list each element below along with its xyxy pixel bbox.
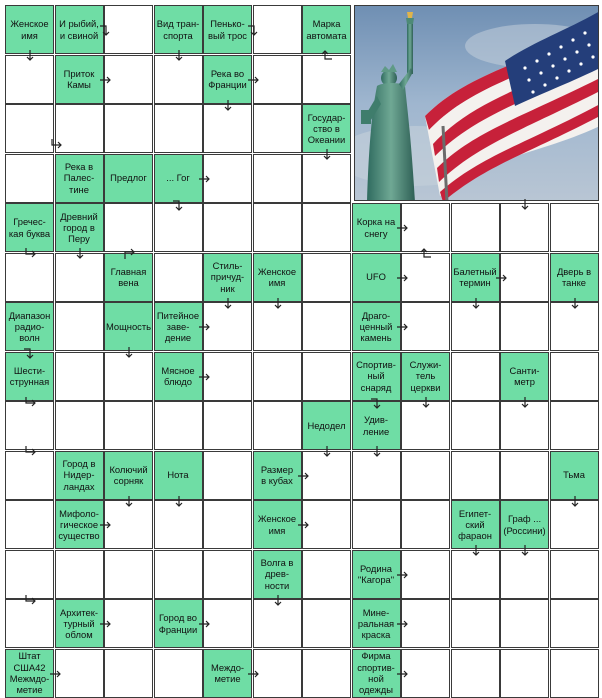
clue-cell [154, 352, 203, 401]
answer-cell[interactable] [5, 253, 54, 302]
clue-cell [203, 55, 252, 104]
clue-text: Шести- струнная [9, 364, 50, 387]
clue-text: Дверь в танке [556, 265, 592, 288]
answer-cell[interactable] [104, 55, 153, 104]
clue-cell [352, 401, 401, 450]
answer-cell[interactable] [253, 401, 302, 450]
answer-cell[interactable] [352, 500, 401, 549]
answer-cell[interactable] [451, 401, 500, 450]
answer-cell[interactable] [550, 352, 599, 401]
answer-cell[interactable] [500, 649, 549, 698]
clue-cell [352, 649, 401, 698]
answer-cell[interactable] [55, 253, 104, 302]
answer-cell[interactable] [55, 649, 104, 698]
clue-text: Тьма [563, 469, 585, 481]
clue-text: Граф ... (Россини) [503, 513, 546, 536]
answer-cell[interactable] [352, 451, 401, 500]
clue-cell [55, 203, 104, 252]
clue-cell [55, 154, 104, 203]
answer-cell[interactable] [550, 500, 599, 549]
clue-cell [352, 302, 401, 351]
answer-cell[interactable] [253, 55, 302, 104]
clue-cell [154, 154, 203, 203]
clue-cell [550, 253, 599, 302]
answer-cell[interactable] [203, 302, 252, 351]
answer-cell[interactable] [500, 203, 549, 252]
clue-text: Балетный термин [453, 265, 497, 288]
answer-cell[interactable] [500, 550, 549, 599]
answer-cell[interactable] [451, 599, 500, 648]
clue-text: Мощность [105, 320, 152, 332]
clue-text: Штат США42 Межмдо- метие [9, 650, 50, 696]
clue-text: Корка на снегу [356, 216, 396, 239]
answer-cell[interactable] [203, 154, 252, 203]
answer-cell[interactable] [451, 550, 500, 599]
clue-text: Нота [167, 469, 189, 481]
answer-cell[interactable] [451, 302, 500, 351]
answer-cell[interactable] [203, 550, 252, 599]
picture-illustration [355, 6, 599, 201]
answer-cell[interactable] [203, 401, 252, 450]
answer-cell[interactable] [55, 302, 104, 351]
answer-cell[interactable] [401, 451, 450, 500]
answer-cell[interactable] [550, 649, 599, 698]
clue-text: Город во Франции [158, 612, 198, 635]
answer-cell[interactable] [55, 401, 104, 450]
answer-cell[interactable] [203, 500, 252, 549]
clue-cell [203, 5, 252, 54]
clue-cell [55, 5, 104, 54]
clue-text: Архитек- турный облом [60, 606, 98, 641]
answer-cell[interactable] [302, 55, 351, 104]
clue-cell [253, 253, 302, 302]
clue-cell [5, 302, 54, 351]
clue-cell [5, 5, 54, 54]
clue-cell [302, 104, 351, 153]
answer-cell[interactable] [5, 599, 54, 648]
answer-cell[interactable] [401, 203, 450, 252]
answer-cell[interactable] [302, 649, 351, 698]
answer-cell[interactable] [104, 352, 153, 401]
clue-text: Город в Нидер- ландах [62, 458, 96, 492]
answer-cell[interactable] [5, 154, 54, 203]
answer-cell[interactable] [104, 550, 153, 599]
clue-cell [203, 253, 252, 302]
clue-text: UFO [366, 271, 386, 283]
answer-cell[interactable] [550, 599, 599, 648]
clue-text: Родина "Кагора" [357, 562, 395, 585]
clue-text: Диапазон радио- волн [8, 309, 51, 344]
clue-text: Служи- тель церкви [409, 359, 442, 393]
answer-cell[interactable] [451, 352, 500, 401]
clue-cell [451, 253, 500, 302]
crossword-board [5, 5, 599, 695]
clue-cell [352, 203, 401, 252]
answer-cell[interactable] [5, 104, 54, 153]
clue-text: Размер в кубах [260, 463, 294, 486]
answer-cell[interactable] [302, 253, 351, 302]
answer-cell[interactable] [154, 550, 203, 599]
clue-cell [5, 203, 54, 252]
clue-cell [55, 55, 104, 104]
answer-cell[interactable] [104, 203, 153, 252]
clue-cell [352, 253, 401, 302]
clue-cell [154, 599, 203, 648]
clue-text: Недодел [307, 419, 346, 431]
clue-text: Удив- ление [362, 414, 390, 437]
answer-cell[interactable] [253, 352, 302, 401]
answer-cell[interactable] [104, 500, 153, 549]
answer-cell[interactable] [55, 104, 104, 153]
clue-text: Фирма спортив- ной одежды [357, 650, 395, 696]
clue-text: Спортив- ный снаряд [356, 359, 396, 393]
answer-cell[interactable] [253, 302, 302, 351]
answer-cell[interactable] [253, 154, 302, 203]
clue-text: Река во Франции [208, 67, 247, 90]
answer-cell[interactable] [401, 302, 450, 351]
clue-cell [154, 302, 203, 351]
clue-text: Древний город в Перу [60, 210, 98, 245]
clue-cell [104, 302, 153, 351]
answer-cell[interactable] [203, 203, 252, 252]
clue-text: Стиль- причуд- ник [210, 260, 245, 294]
answer-cell[interactable] [401, 401, 450, 450]
answer-cell[interactable] [253, 203, 302, 252]
answer-cell[interactable] [302, 203, 351, 252]
clue-text: И рыбий, и свиной [59, 18, 99, 41]
answer-cell[interactable] [401, 550, 450, 599]
answer-cell[interactable] [500, 253, 549, 302]
clue-text: Волга в древ- ности [260, 557, 294, 591]
answer-cell[interactable] [154, 253, 203, 302]
clue-text: Женское имя [257, 513, 297, 536]
clue-cell [352, 599, 401, 648]
clue-cell [5, 649, 54, 698]
answer-cell[interactable] [500, 302, 549, 351]
clue-cell [352, 352, 401, 401]
clue-cell [55, 451, 104, 500]
clue-text: ... Гог [166, 172, 190, 184]
answer-cell[interactable] [154, 203, 203, 252]
clue-text: Государ- ство в Океании [307, 111, 346, 146]
answer-cell[interactable] [154, 401, 203, 450]
clue-cell [352, 550, 401, 599]
clue-text: Египет- ский фараон [458, 507, 492, 542]
clue-cell [5, 352, 54, 401]
clue-text: Драго- ценный камень [359, 309, 393, 344]
answer-cell[interactable] [154, 500, 203, 549]
clue-text: Приток Камы [63, 67, 95, 90]
clue-cell [253, 500, 302, 549]
clue-cell [104, 154, 153, 203]
answer-cell[interactable] [302, 302, 351, 351]
answer-cell[interactable] [154, 104, 203, 153]
answer-cell[interactable] [302, 451, 351, 500]
clue-cell [104, 451, 153, 500]
answer-cell[interactable] [302, 599, 351, 648]
answer-cell[interactable] [253, 104, 302, 153]
clue-cell [500, 352, 549, 401]
clue-cell [401, 352, 450, 401]
answer-cell[interactable] [302, 352, 351, 401]
clue-cell [253, 451, 302, 500]
clue-text: Колючий сорняк [109, 463, 148, 486]
answer-cell[interactable] [500, 599, 549, 648]
answer-cell[interactable] [302, 154, 351, 203]
answer-cell[interactable] [401, 649, 450, 698]
answer-cell[interactable] [550, 302, 599, 351]
answer-cell[interactable] [253, 599, 302, 648]
answer-cell[interactable] [451, 203, 500, 252]
answer-cell[interactable] [500, 401, 549, 450]
answer-cell[interactable] [500, 451, 549, 500]
clue-cell [451, 500, 500, 549]
answer-cell[interactable] [401, 599, 450, 648]
clue-text: Гречес- кая буква [8, 216, 51, 239]
answer-cell[interactable] [5, 55, 54, 104]
answer-cell[interactable] [5, 550, 54, 599]
clue-text: Река в Палес- тине [63, 161, 95, 195]
answer-cell[interactable] [104, 649, 153, 698]
clue-text: Мине- ральная краска [357, 606, 395, 641]
clue-text: Женское имя [10, 18, 49, 41]
answer-cell[interactable] [203, 451, 252, 500]
clue-text: Мясное блюдо [161, 364, 195, 387]
clue-text: Пенько- вый трос [208, 18, 247, 41]
answer-cell[interactable] [5, 451, 54, 500]
answer-cell[interactable] [55, 352, 104, 401]
answer-cell[interactable] [550, 550, 599, 599]
clue-text: Вид тран- спорта [156, 18, 200, 41]
answer-cell[interactable] [253, 5, 302, 54]
answer-cell[interactable] [302, 500, 351, 549]
clue-text: Мифоло- гическое существо [58, 507, 100, 542]
answer-cell[interactable] [154, 55, 203, 104]
clue-text: Женское имя [257, 265, 297, 288]
clue-cell [203, 649, 252, 698]
clue-text: Санти- метр [509, 364, 540, 387]
clue-cell [55, 500, 104, 549]
answer-cell[interactable] [203, 599, 252, 648]
clue-cell [55, 599, 104, 648]
answer-cell[interactable] [5, 401, 54, 450]
answer-cell[interactable] [302, 550, 351, 599]
clue-text: Марка автомата [306, 18, 347, 41]
answer-cell[interactable] [104, 104, 153, 153]
answer-cell[interactable] [451, 451, 500, 500]
answer-cell[interactable] [401, 253, 450, 302]
clue-text: Главная вена [110, 265, 147, 288]
clue-cell [550, 451, 599, 500]
statue-of-liberty-flag-picture [354, 5, 599, 201]
clue-cell [154, 451, 203, 500]
clue-cell [500, 500, 549, 549]
clue-cell [253, 550, 302, 599]
answer-cell[interactable] [401, 500, 450, 549]
clue-cell [104, 253, 153, 302]
answer-cell[interactable] [154, 649, 203, 698]
answer-cell[interactable] [253, 649, 302, 698]
answer-cell[interactable] [203, 104, 252, 153]
clue-text: Питейное заве- дение [156, 309, 200, 344]
clue-cell [302, 5, 351, 54]
answer-cell[interactable] [5, 500, 54, 549]
answer-cell[interactable] [550, 401, 599, 450]
answer-cell[interactable] [104, 599, 153, 648]
clue-text: Междо- метие [210, 661, 245, 684]
answer-cell[interactable] [104, 401, 153, 450]
clue-cell [154, 5, 203, 54]
answer-cell[interactable] [203, 352, 252, 401]
answer-cell[interactable] [451, 649, 500, 698]
clue-text: Предлог [110, 172, 147, 184]
answer-cell[interactable] [55, 550, 104, 599]
answer-cell[interactable] [104, 5, 153, 54]
clue-cell [302, 401, 351, 450]
answer-cell[interactable] [550, 203, 599, 252]
